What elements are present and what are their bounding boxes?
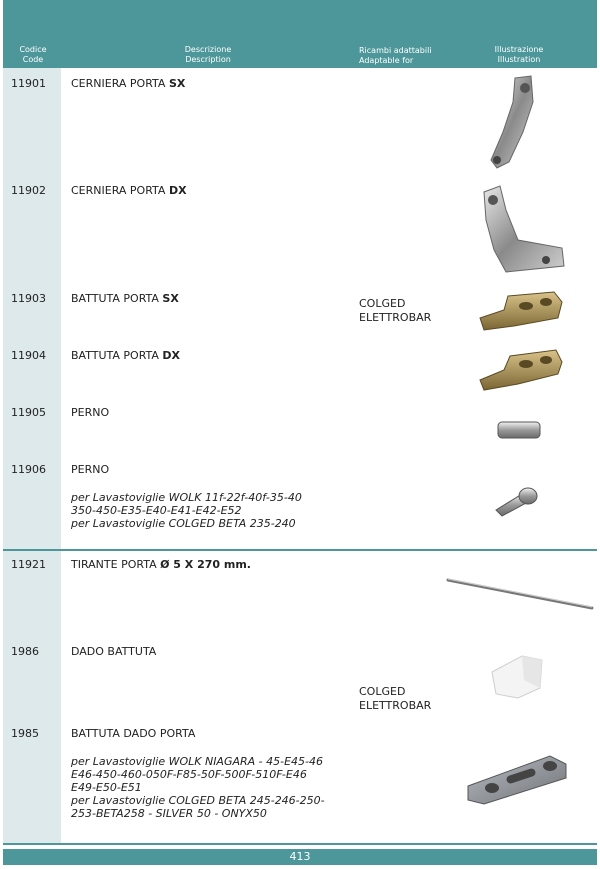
row-note: per Lavastoviglie WOLK 11f-22f-40f-35-40 350-450-E35-E40-E41-E42-E52 per Lavastoviglie COLGED BETA 235-240 (71, 491, 302, 530)
row-description: TIRANTE PORTA Ø 5 X 270 mm. (71, 558, 251, 571)
row-description: PERNO (71, 463, 110, 476)
header-adaptable: Ricambi adattabili Adaptable for (359, 46, 432, 65)
row-description: BATTUTA PORTA DX (71, 349, 181, 362)
row-description: DADO BATTUTA (71, 645, 157, 658)
section-separator (3, 843, 597, 845)
header-illustration: Illustrazione Illustration (494, 45, 544, 64)
row-description: BATTUTA DADO PORTA (71, 727, 196, 740)
header-description: Descrizione Description (184, 45, 232, 64)
door-rod-image (444, 574, 596, 614)
striker-sx-image (474, 288, 566, 336)
pin-image (496, 418, 542, 442)
page-number: 413 (3, 849, 597, 865)
row-description: CERNIERA PORTA DX (71, 184, 187, 197)
adaptable-for: COLGED ELETTROBAR (359, 685, 432, 712)
row-code: 11903 (11, 292, 46, 305)
row-code: 11901 (11, 77, 46, 90)
row-code: 1985 (11, 727, 39, 740)
door-nut-striker-image (462, 750, 574, 808)
row-description: PERNO (71, 406, 110, 419)
section-separator (3, 549, 597, 551)
row-code: 1986 (11, 645, 39, 658)
row-code: 11905 (11, 406, 46, 419)
header-code: Codice Code (19, 45, 47, 64)
row-code: 11902 (11, 184, 46, 197)
row-code: 11906 (11, 463, 46, 476)
hinge-dx-image (476, 180, 576, 280)
row-code: 11904 (11, 349, 46, 362)
row-note: per Lavastoviglie WOLK NIAGARA - 45-E45-46 E46-450-460-050F-F85-50F-500F-510F-E46 E49-E50-E51 per Lavastoviglie COLGED BETA 245-246-250- 253-BETA258 - SILVER 50 - ONYX50 (71, 755, 325, 820)
adaptable-for: COLGED ELETTROBAR (359, 297, 432, 324)
pin-headed-image (492, 484, 544, 520)
row-code: 11921 (11, 558, 46, 571)
hinge-sx-image (485, 72, 555, 174)
nut-image (484, 650, 550, 704)
row-description: CERNIERA PORTA SX (71, 77, 186, 90)
row-description: BATTUTA PORTA SX (71, 292, 179, 305)
striker-dx-image (474, 344, 566, 392)
